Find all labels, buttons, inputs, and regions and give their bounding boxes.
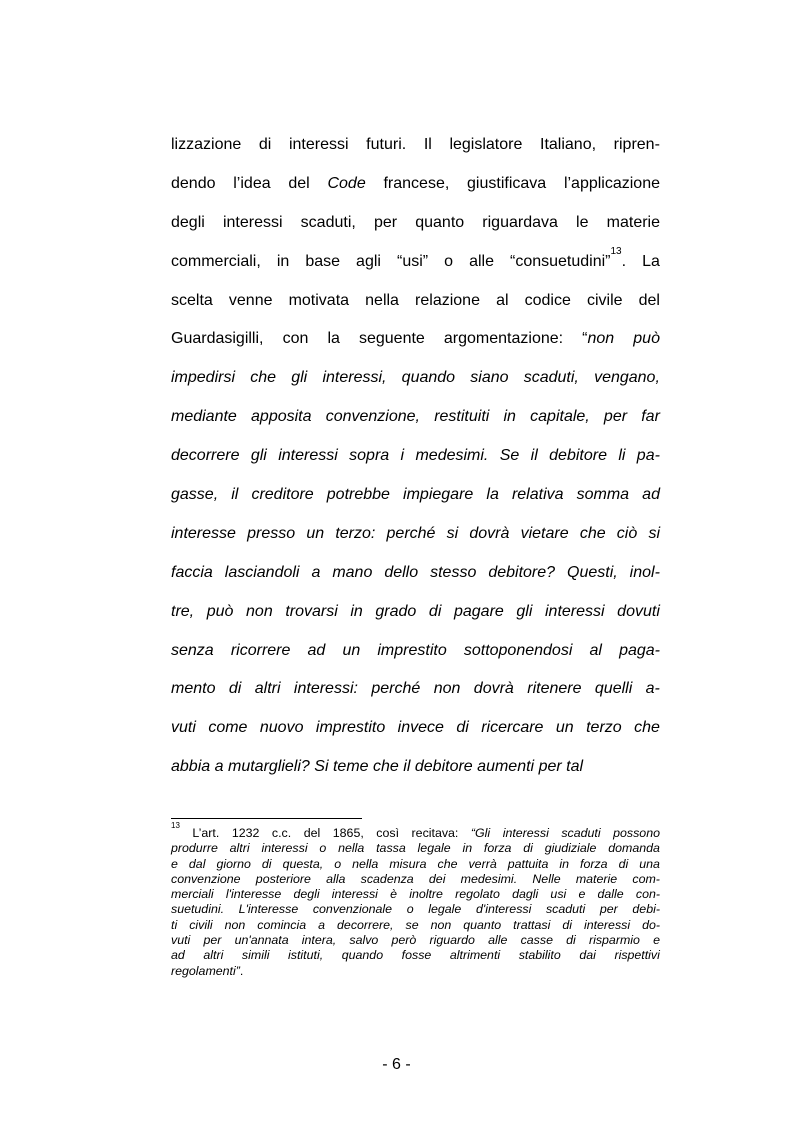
body-text-line <box>171 282 660 321</box>
word: scadenza <box>360 871 414 886</box>
word: di <box>228 680 242 698</box>
word: al <box>496 291 509 309</box>
word: per <box>538 758 562 776</box>
word: Italiano, <box>540 136 597 153</box>
word: non <box>246 602 273 620</box>
word: alle <box>488 933 508 948</box>
word: ciò <box>616 524 638 542</box>
body-text-line <box>171 632 660 671</box>
word: vuti <box>171 933 191 948</box>
word: altrimenti <box>449 948 501 963</box>
footnote-text-line <box>171 872 660 887</box>
word: decorrere, <box>337 917 394 932</box>
word: argomentazione: <box>443 330 564 348</box>
word: forza <box>580 856 608 871</box>
word: di <box>261 856 272 871</box>
word: di <box>562 917 572 932</box>
word: teme <box>332 758 369 776</box>
word: abbia <box>171 758 211 776</box>
word: debitore <box>414 758 473 776</box>
word: “Gli <box>470 826 491 840</box>
word: decorrere <box>171 447 240 465</box>
word: civili <box>189 917 213 932</box>
word: ritenere <box>527 680 582 698</box>
word: terzo: <box>335 524 376 542</box>
word: a <box>311 563 321 581</box>
word: altri <box>229 841 250 856</box>
word: trattasi <box>513 917 551 932</box>
word: pa- <box>636 447 660 465</box>
word: francese, <box>383 174 450 192</box>
word: che <box>579 524 606 542</box>
body-text-line <box>171 670 660 709</box>
word: l’idea <box>233 174 271 192</box>
body-text-line <box>171 593 660 632</box>
word: La <box>642 252 660 270</box>
word: però <box>391 933 417 948</box>
word: quando <box>341 948 384 963</box>
word: gasse, <box>171 486 219 504</box>
word: interessi <box>502 826 549 840</box>
word: c.c. <box>271 826 292 840</box>
word: tre, <box>171 602 195 620</box>
word: stabilito <box>518 948 561 963</box>
word: dal <box>188 856 206 871</box>
word: debi- <box>632 902 660 917</box>
word: è <box>390 887 398 902</box>
word: interessi <box>278 447 338 465</box>
word: una <box>639 856 660 871</box>
word: aumenti <box>477 758 535 776</box>
word: ad <box>171 948 185 963</box>
word: futuri. <box>366 136 407 153</box>
word: mano <box>332 563 373 581</box>
footnote-text-line <box>171 933 660 948</box>
footnote-text-line <box>171 948 660 963</box>
word: ricorrere <box>230 641 291 659</box>
word: interessi <box>545 602 605 620</box>
footnote-text-line <box>171 964 660 979</box>
word: si <box>446 524 459 542</box>
word: l’applicazione <box>563 174 660 192</box>
word: motivata <box>288 291 350 309</box>
word: ti <box>171 917 178 932</box>
word: merciali <box>171 887 214 902</box>
word: o <box>406 902 414 917</box>
word: dalle <box>597 887 624 902</box>
word: pagare <box>453 602 504 620</box>
word: far <box>641 408 660 426</box>
word: dello <box>384 563 419 581</box>
word: altri <box>254 680 281 698</box>
word: domanda <box>608 841 660 856</box>
word: il <box>530 447 538 465</box>
word: capitale, <box>530 408 590 426</box>
word: dai <box>579 948 596 963</box>
word: suetudini. <box>171 902 225 917</box>
word: alle <box>469 252 494 270</box>
word: Questi, <box>567 563 618 581</box>
word: 1865, <box>332 826 364 840</box>
word: quanto <box>415 213 465 231</box>
word: giustificava <box>467 174 547 192</box>
word: terzo <box>586 719 622 737</box>
word: paga- <box>619 641 660 659</box>
word: dendo <box>171 174 216 192</box>
word: mediante <box>171 408 237 426</box>
word: impiegare <box>403 486 474 504</box>
word: gli <box>250 447 267 465</box>
footnote-text-line <box>171 902 660 917</box>
word: relazione <box>415 291 480 309</box>
word: ad <box>307 641 326 659</box>
word: “non <box>582 330 615 348</box>
word: interessi: <box>293 680 358 698</box>
word: creditore <box>251 486 314 504</box>
word: trovarsi <box>285 602 338 620</box>
word: in <box>350 602 363 620</box>
word: un <box>306 524 325 542</box>
word: restituiti <box>434 408 490 426</box>
word: dagli <box>512 887 539 902</box>
word: che <box>373 758 399 776</box>
word: interessi, <box>322 369 387 387</box>
word: do- <box>642 917 660 932</box>
word: rispettivi <box>614 948 660 963</box>
word: Il <box>423 136 432 153</box>
word: giorno <box>216 856 251 871</box>
word: dovrà <box>469 524 510 542</box>
word: 1232 <box>231 826 260 840</box>
word: siano <box>470 369 509 387</box>
word: tassa <box>376 841 406 856</box>
body-text-line <box>171 126 660 165</box>
word: per <box>599 902 618 917</box>
word: convenzione <box>171 871 241 886</box>
word: dei <box>428 871 446 886</box>
word: base <box>305 252 341 270</box>
word: può <box>633 330 660 348</box>
word: presso <box>247 524 296 542</box>
word: del <box>288 174 310 192</box>
body-text-line <box>171 204 660 243</box>
word: mento <box>171 680 216 698</box>
body-text-line <box>171 165 660 204</box>
word: Guardasigilli, <box>171 330 264 348</box>
word: dovrà <box>473 680 514 698</box>
word: imprestito <box>315 719 386 737</box>
word: in <box>462 841 473 856</box>
word: materie <box>606 213 660 231</box>
word: forza <box>483 841 512 856</box>
word: impedirsi <box>171 369 236 387</box>
word: inoltre <box>409 887 443 902</box>
word: stesso <box>430 563 477 581</box>
word: un'annata <box>234 933 289 948</box>
word: e <box>171 856 178 871</box>
word: al <box>589 641 602 659</box>
word: senza <box>171 641 214 659</box>
word: ricercare <box>481 719 544 737</box>
word: interessi <box>331 887 378 902</box>
word: ad <box>642 486 660 504</box>
word: Se <box>499 447 520 465</box>
word: com- <box>632 871 660 886</box>
word: di <box>258 136 272 153</box>
word: grado <box>375 602 417 620</box>
word: posteriore <box>255 871 311 886</box>
word: sopra <box>349 447 390 465</box>
word: venne <box>228 291 273 309</box>
word: nuovo <box>259 719 304 737</box>
body-text-line <box>171 709 660 748</box>
word: Si <box>314 758 329 776</box>
word: interesse <box>171 524 236 542</box>
word: con <box>282 330 309 348</box>
word: scelta <box>171 291 213 309</box>
word: potrebbe <box>326 486 390 504</box>
word: se <box>405 917 419 932</box>
word: i <box>400 447 405 465</box>
word: e <box>578 887 586 902</box>
word: così <box>376 826 400 840</box>
word: simili <box>241 948 270 963</box>
word: a <box>318 917 326 932</box>
word: degli <box>171 213 205 231</box>
word: vietare <box>520 524 569 542</box>
word: degli <box>293 887 320 902</box>
word: medesimi. <box>460 871 518 886</box>
footnote-text-line <box>171 820 660 841</box>
word: quando <box>401 369 456 387</box>
body-text-line <box>171 359 660 398</box>
word: dovuti <box>617 602 660 620</box>
word: li <box>618 447 626 465</box>
word: nella <box>352 856 379 871</box>
word: L'interesse <box>238 902 299 917</box>
word: scaduti <box>545 902 586 917</box>
word: “consuetudini”$^{13}$. <box>510 246 627 270</box>
word: un <box>555 719 574 737</box>
footnote-marker: 13 <box>171 820 180 830</box>
word: riguardava <box>482 213 558 231</box>
word: nella <box>365 291 399 309</box>
word: il <box>403 758 411 776</box>
word: civile <box>586 291 623 309</box>
word: si <box>648 524 660 542</box>
word: questa, <box>282 856 324 871</box>
word: L’art. <box>192 826 220 840</box>
word: in <box>503 408 516 426</box>
word: interessi <box>288 136 349 153</box>
word: scaduti, <box>523 369 579 387</box>
word: commerciali, <box>171 252 261 270</box>
word: imprestito <box>377 641 447 659</box>
word: mutarglieli? <box>228 758 310 776</box>
word: debitore? <box>488 563 556 581</box>
word: faccia <box>171 563 213 581</box>
word: gli <box>291 369 308 387</box>
word: per <box>373 213 398 231</box>
word: o <box>319 841 327 856</box>
word: giudiziale <box>544 841 597 856</box>
footnote-text-line <box>171 857 660 872</box>
word: che <box>437 856 458 871</box>
body-text-line <box>171 476 660 515</box>
word: regolato <box>455 887 500 902</box>
page-number: - 6 - <box>382 1056 411 1073</box>
word: vengano, <box>594 369 660 387</box>
word: del <box>303 826 321 840</box>
word: interessi <box>583 917 631 932</box>
word: le <box>576 213 589 231</box>
word: che <box>250 369 277 387</box>
word: relativa <box>511 486 564 504</box>
word: vuti <box>171 719 196 737</box>
footnote-text-line <box>171 887 660 902</box>
word: non <box>224 917 246 932</box>
word: in <box>559 856 570 871</box>
word: Nelle <box>532 871 561 886</box>
footnote-text-line <box>171 841 660 856</box>
body-text-line <box>171 437 660 476</box>
word: per <box>203 933 222 948</box>
word: quelli <box>594 680 633 698</box>
body-text-line <box>171 554 660 593</box>
word: di <box>456 719 469 737</box>
word: produrre <box>171 841 218 856</box>
word: tal <box>566 758 584 776</box>
word: o <box>334 856 342 871</box>
footnote-13 <box>171 820 660 979</box>
word: inol- <box>629 563 660 581</box>
word: legale <box>428 902 462 917</box>
word: intera, <box>301 933 337 948</box>
word: un <box>342 641 361 659</box>
word: risparmio <box>588 933 640 948</box>
word: la <box>486 486 499 504</box>
word: apposita <box>251 408 312 426</box>
word: perché <box>371 680 421 698</box>
body-text-line <box>171 320 660 359</box>
word: “usi” <box>396 252 429 270</box>
word: non <box>430 917 452 932</box>
word: alla <box>326 871 346 886</box>
word: recitava: <box>411 826 459 840</box>
word: possono <box>613 826 660 840</box>
body-text-line <box>171 243 660 282</box>
word: di <box>618 856 629 871</box>
word: il <box>231 486 239 504</box>
word: scaduti <box>561 826 601 840</box>
word: non <box>433 680 461 698</box>
word: fosse <box>401 948 432 963</box>
word: in <box>276 252 290 270</box>
word: usi <box>550 887 567 902</box>
word: medesimi. <box>415 447 489 465</box>
word: materie <box>575 871 618 886</box>
word: d'interessi <box>475 902 532 917</box>
word: interessi <box>261 841 308 856</box>
word: per <box>603 408 628 426</box>
word: nella <box>338 841 365 856</box>
word: riguardo <box>429 933 475 948</box>
word: invece <box>397 719 444 737</box>
word: può <box>206 602 234 620</box>
word: istituti, <box>288 948 324 963</box>
word: quanto <box>463 917 502 932</box>
word: a <box>214 758 224 776</box>
word: Code <box>327 174 366 192</box>
word: di <box>566 933 576 948</box>
word: o <box>444 252 454 270</box>
word: sottoponendosi <box>463 641 573 659</box>
footnote-text-line <box>171 918 660 933</box>
word: convenzione, <box>325 408 420 426</box>
word: lasciandoli <box>224 563 300 581</box>
word: che <box>634 719 660 737</box>
word: interessi <box>222 213 283 231</box>
word: codice <box>524 291 571 309</box>
word: convenzionale <box>312 902 393 917</box>
body-text-line <box>171 748 660 787</box>
word: gli <box>516 602 533 620</box>
word: a- <box>645 680 660 698</box>
word: legale <box>417 841 451 856</box>
body-text-line <box>171 515 660 554</box>
word: comincia <box>257 917 307 932</box>
word: debitore <box>549 447 607 465</box>
word: con- <box>635 887 660 902</box>
word: misura <box>389 856 427 871</box>
word: di <box>523 841 533 856</box>
word: casse <box>520 933 553 948</box>
word: perché <box>386 524 436 542</box>
footnote-marker: 13 <box>610 246 622 258</box>
word: salvo <box>349 933 379 948</box>
word: somma <box>576 486 630 504</box>
footnote-separator <box>171 818 362 819</box>
word: seguente <box>358 330 425 348</box>
word: altri <box>203 948 224 963</box>
word: la <box>327 330 340 348</box>
word: come <box>208 719 248 737</box>
word: agli <box>356 252 381 270</box>
word: lizzazione <box>171 136 242 153</box>
word: e <box>653 933 660 948</box>
word: ripren- <box>613 136 660 153</box>
word: pattuita <box>507 856 549 871</box>
word: legislatore <box>449 136 523 153</box>
word: l'interesse <box>225 887 282 902</box>
word: scaduti, <box>300 213 356 231</box>
word: del <box>638 291 660 309</box>
word <box>171 820 180 841</box>
body-text-line <box>171 398 660 437</box>
word: di <box>428 602 442 620</box>
word: regolamenti”. <box>171 963 244 978</box>
main-text-block <box>171 126 660 787</box>
word: verrà <box>468 856 497 871</box>
